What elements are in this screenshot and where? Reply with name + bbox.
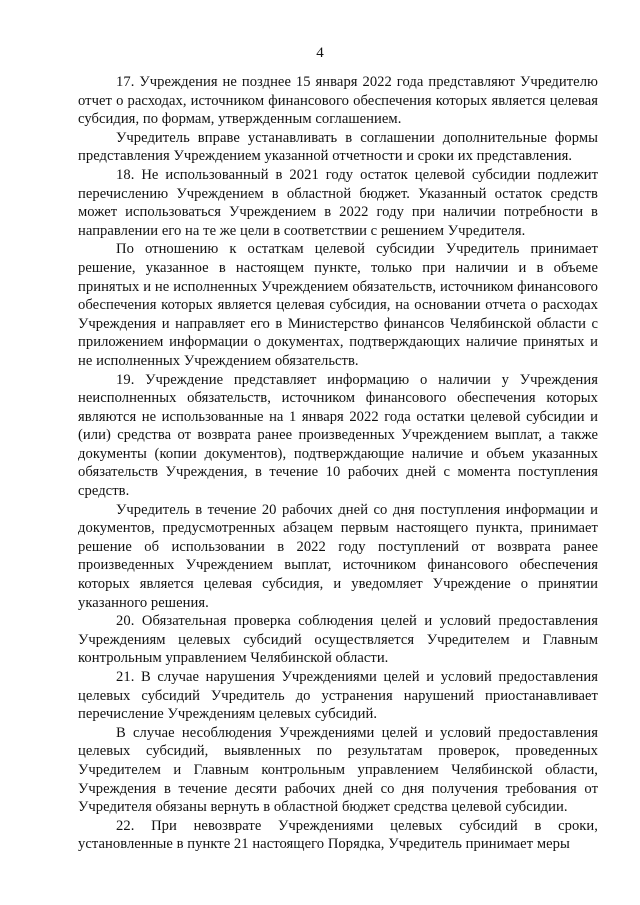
paragraph-17-additional-forms: Учредитель вправе устанавливать в соглашении дополнительные формы представления Учреждением указанной отчетности и сроки их представления. [78,129,598,165]
paragraph-19-founder-decision: Учредитель в течение 20 рабочих дней со дня поступления информации и документов, предусмотренных абзацем первым настоящего пункта, принимает решение об использовании в 2022 году поступлений от возврата ранее произведенных Учреждением выплат, источником финансового обеспечения которых является целевая субсидия, и уведомляет Учреждение о принятии указанного решения. [78,501,598,611]
paragraph-21-return-requirement: В случае несоблюдения Учреждениями целей и условий предоставления целевых субсидий, выявленных по результатам проверок, проведенных Учредителем и Главным контрольным управлением Челябинской области, Учреждения в течение десяти рабочих дней со дня получения требования от Учредителя обязаны вернуть в областной бюджет средства целевой субсидии. [78,724,598,816]
paragraph-17: 17. Учреждения не позднее 15 января 2022 года представляют Учредителю отчет о расходах, источником финансового обеспечения которых является целевая субсидия, по формам, утвержденным соглашением. [78,74,598,128]
paragraph-19: 19. Учреждение представляет информацию о наличии у Учреждения неисполненных обязательств, источником финансового обеспечения которых являются не использованные на 1 января 2022 года остатки целевой субсидии и (или) средства от возврата ранее произведенных Учреждением выплат, а также документы (копии документов), подтверждающие наличие и объем указанных обязательств Учреждения, в течение 10 рабочих дней с момента поступления средств. [78,371,598,500]
paragraph-21: 21. В случае нарушения Учреждениями целей и условий предоставления целевых субсидий Учредитель до устранения нарушений приостанавливает перечисление Учреждениям целевых субсидий. [78,669,598,723]
document-body [78,73,598,854]
paragraph-22: 22. При невозврате Учреждениями целевых субсидий в сроки, установленные в пункте 21 настоящего Порядка, Учредитель принимает меры [78,817,598,853]
page-number: 4 [316,45,324,61]
paragraph-18-remainder-decision: По отношению к остаткам целевой субсидии Учредитель принимает решение, указанное в настоящем пункте, только при наличии и в объеме принятых и не исполненных Учреждением обязательств, источником финансового обеспечения которых является целевая субсидия, на основании отчета о расходах Учреждения и направляет его в Министерство финансов Челябинской области с приложением информации о документах, подтверждающих наличие принятых и не исполненных Учреждением обязательств. [78,241,598,369]
paragraph-18: 18. Не использованный в 2021 году остаток целевой субсидии подлежит перечислению Учреждением в областной бюджет. Указанный остаток средств может использоваться Учреждением в 2022 году при наличии потребности в направлении его на те же цели в соответствии с решением Учредителя. [78,166,598,239]
paragraph-20: 20. Обязательная проверка соблюдения целей и условий предоставления Учреждениям целевых субсидий осуществляется Учредителем и Главным контрольным управлением Челябинской области. [78,613,598,667]
